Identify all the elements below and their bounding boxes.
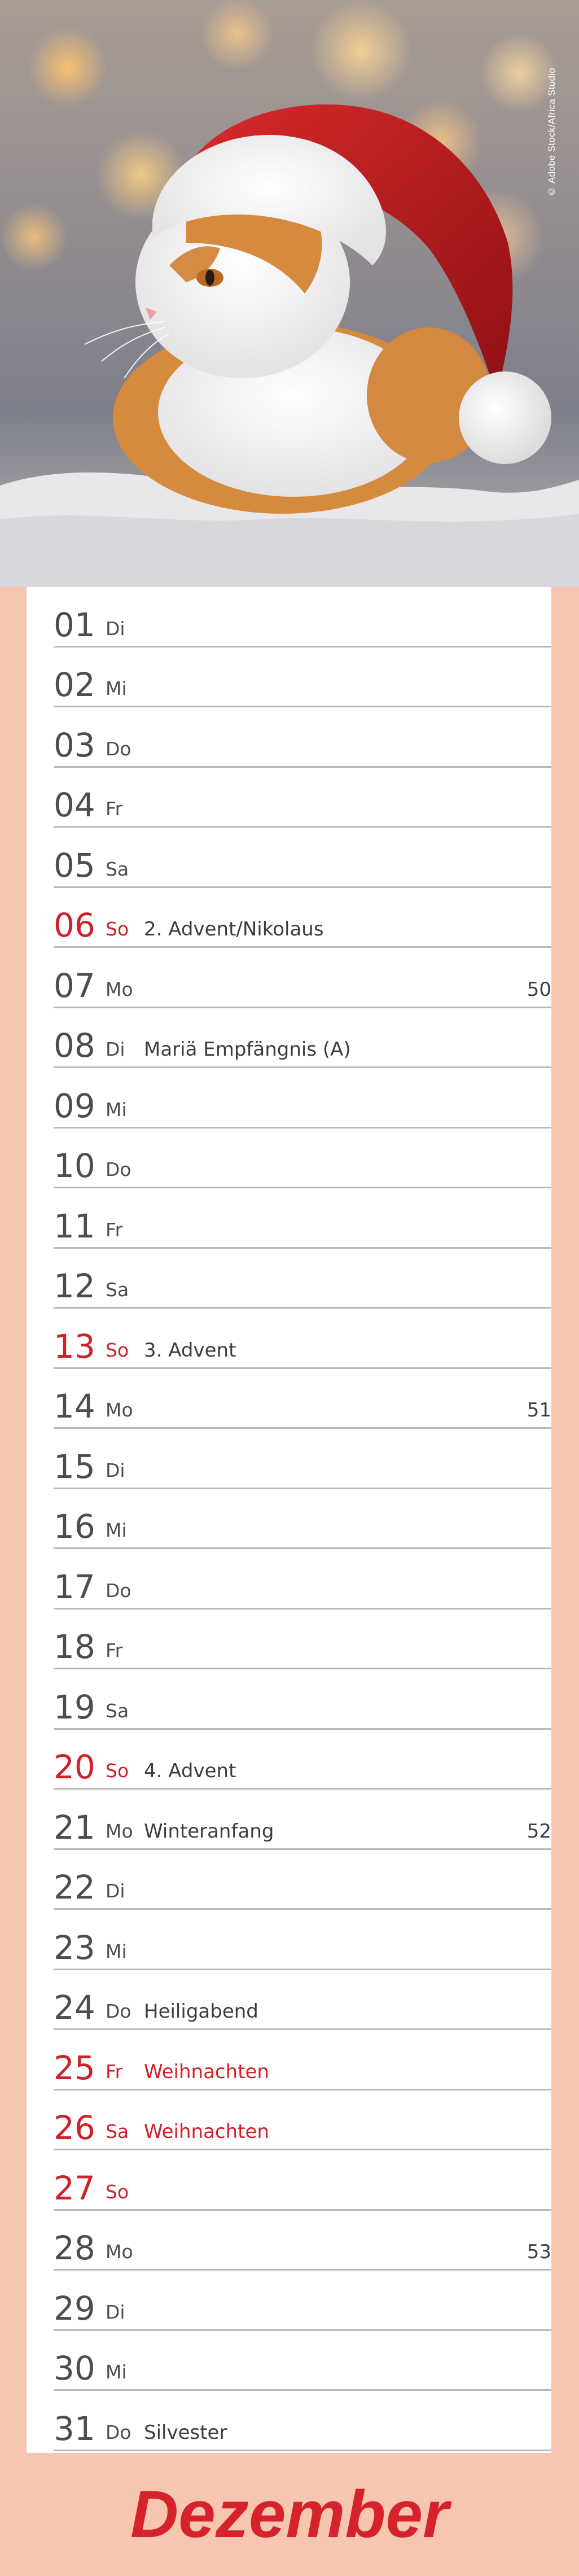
calendar-day-row [54, 2150, 551, 2211]
holiday-label: 4. Advent [144, 1760, 236, 1782]
day-number: 23 [54, 1928, 95, 1967]
photo-credit: © Adobe Stock/Africa Studio [546, 68, 557, 197]
day-number: 31 [54, 2409, 95, 2448]
calendar-day-row [54, 2211, 551, 2271]
weekday-label: Sa [106, 1279, 129, 1301]
calendar-day-row [54, 1129, 551, 1189]
calendar-day-row [54, 1850, 551, 1910]
calendar-day-row [54, 2331, 551, 2391]
calendar-day-row [54, 1730, 551, 1790]
day-number: 03 [54, 725, 95, 764]
calendar-day-row [54, 1669, 551, 1730]
day-number: 10 [54, 1147, 95, 1185]
holiday-label: Mariä Empfängnis (A) [144, 1038, 351, 1061]
weekday-label: Mo [106, 978, 133, 1000]
header-photo [0, 0, 579, 587]
holiday-label: Silvester [144, 2421, 227, 2444]
calendar-day-row [54, 1489, 551, 1550]
week-number: 53 [527, 2241, 551, 2263]
day-number: 07 [54, 966, 95, 1005]
day-number: 24 [54, 1988, 95, 2027]
calendar-day-row [54, 1429, 551, 1489]
holiday-label: Weihnachten [144, 2120, 269, 2143]
calendar-day-row [54, 768, 551, 828]
weekday-label: Sa [106, 1699, 129, 1722]
day-number: 17 [54, 1567, 95, 1606]
day-number: 05 [54, 846, 95, 885]
calendar-day-row [54, 1910, 551, 1970]
weekday-label: Mo [106, 2241, 133, 2263]
holiday-label: Heiligabend [144, 2000, 258, 2023]
weekday-label: Do [106, 1158, 131, 1180]
calendar-day-row [54, 1068, 551, 1129]
day-number: 26 [54, 2109, 95, 2147]
calendar-day-row [54, 1610, 551, 1670]
calendar-day-row [54, 1790, 551, 1850]
calendar-day-row [54, 648, 551, 708]
week-number: 50 [527, 978, 551, 1001]
day-number: 18 [54, 1628, 95, 1666]
weekday-label: So [106, 2180, 129, 2203]
calendar-day-row [54, 948, 551, 1008]
calendar-day-row [54, 1369, 551, 1429]
month-title: Dezember [130, 2477, 449, 2552]
day-number: 28 [54, 2229, 95, 2267]
weekday-label: Sa [106, 858, 129, 880]
holiday-label: 3. Advent [144, 1339, 236, 1362]
weekday-label: Mi [106, 2361, 127, 2383]
holiday-label: Weihnachten [144, 2060, 269, 2083]
day-number: 27 [54, 2168, 95, 2207]
day-number: 01 [54, 605, 95, 644]
day-number: 09 [54, 1086, 95, 1125]
calendar-day-row [54, 1188, 551, 1249]
weekday-label: So [106, 1760, 129, 1782]
day-number: 02 [54, 666, 95, 704]
weekday-label: Do [106, 2000, 131, 2022]
holiday-label: 2. Advent/Nikolaus [144, 918, 324, 941]
weekday-label: Mi [106, 1940, 127, 1962]
day-number: 19 [54, 1687, 95, 1726]
calendar-day-row [54, 2391, 551, 2451]
day-number: 16 [54, 1507, 95, 1546]
calendar-day-row [54, 587, 551, 648]
weekday-label: Di [106, 617, 125, 640]
day-number: 08 [54, 1026, 95, 1065]
weekday-label: Fr [106, 1218, 123, 1241]
weekday-label: Sa [106, 2120, 129, 2142]
weekday-label: Mo [106, 1820, 133, 1842]
day-number: 06 [54, 906, 95, 944]
calendar-day-row [54, 1970, 551, 2031]
day-number: 14 [54, 1387, 95, 1425]
weekday-label: Mi [106, 1098, 127, 1121]
weekday-label: Di [106, 1880, 125, 1902]
day-number: 20 [54, 1748, 95, 1786]
calendar-day-row [54, 2090, 551, 2151]
calendar-day-row [54, 2271, 551, 2331]
weekday-label: Do [106, 2421, 131, 2443]
weekday-label: Mi [106, 677, 127, 699]
weekday-label: Di [106, 2301, 125, 2323]
day-number: 30 [54, 2349, 95, 2387]
calendar-day-row [54, 1309, 551, 1369]
day-number: 12 [54, 1267, 95, 1305]
holiday-label: Winteranfang [144, 1820, 274, 1843]
day-number: 29 [54, 2289, 95, 2328]
calendar-day-row [54, 1549, 551, 1610]
weekday-label: So [106, 1339, 129, 1361]
weekday-label: Mi [106, 1519, 127, 1541]
weekday-label: Fr [106, 2060, 123, 2083]
calendar-panel [27, 587, 551, 2453]
day-number: 15 [54, 1447, 95, 1486]
weekday-label: Fr [106, 1639, 123, 1661]
day-number: 22 [54, 1868, 95, 1906]
calendar-day-row [54, 1008, 551, 1069]
week-number: 51 [527, 1399, 551, 1422]
day-number: 04 [54, 786, 95, 824]
day-number: 21 [54, 1808, 95, 1847]
weekday-label: Di [106, 1038, 125, 1060]
weekday-label: Do [106, 1579, 131, 1602]
weekday-label: Mo [106, 1399, 133, 1421]
calendar-day-row [54, 888, 551, 948]
calendar-day-row [54, 2030, 551, 2090]
calendar-day-row [54, 707, 551, 768]
cat-in-santa-hat-illustration [0, 0, 579, 587]
day-number: 25 [54, 2048, 95, 2087]
weekday-label: Fr [106, 798, 123, 820]
week-number: 52 [527, 1820, 551, 1843]
weekday-label: Di [106, 1459, 125, 1481]
day-number: 13 [54, 1327, 95, 1366]
calendar-day-row [54, 1249, 551, 1309]
weekday-label: So [106, 918, 129, 940]
calendar-day-row [54, 828, 551, 888]
weekday-label: Do [106, 737, 131, 760]
day-number: 11 [54, 1206, 95, 1245]
